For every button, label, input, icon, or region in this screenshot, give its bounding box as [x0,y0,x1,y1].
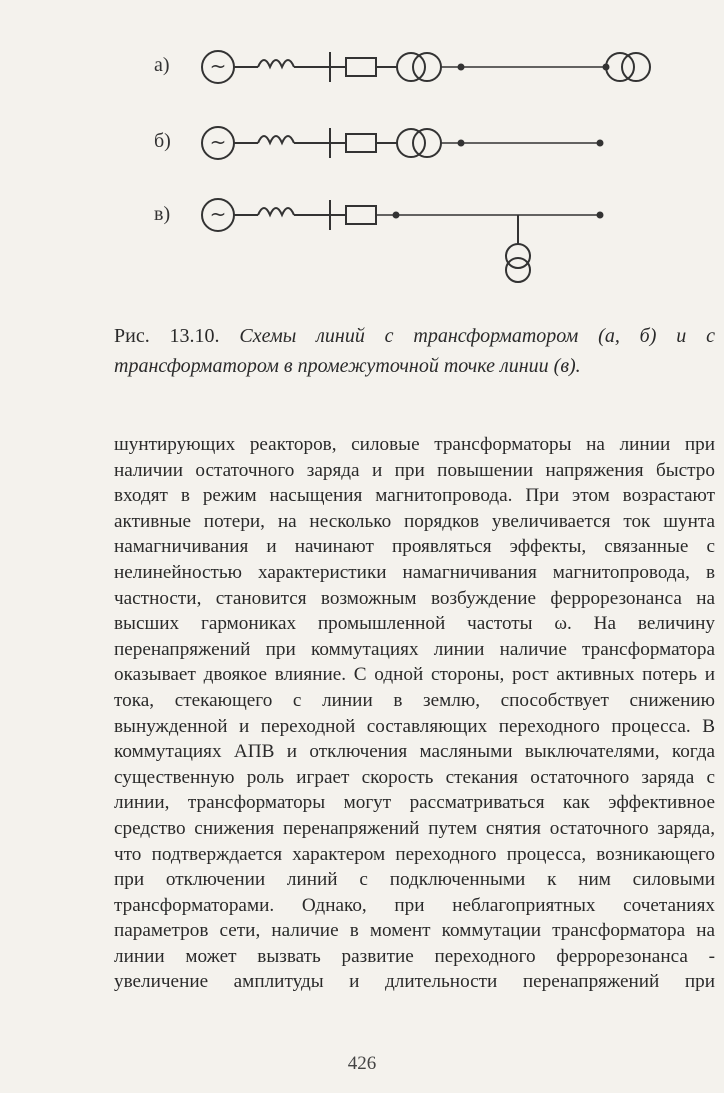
generator-symbol: ~ [209,130,227,154]
breaker-icon [346,134,376,152]
row-a-schematic [202,51,650,83]
transformer-icon [397,53,425,81]
reactor-coil-icon [258,208,294,215]
row-c-schematic [202,199,603,282]
label-a: а) [154,54,170,76]
end-transformer-icon [606,53,634,81]
text-line: высших гармониках промышленной частоты ω. На величину [114,613,715,635]
text-line: тока, стекающего с линии в землю, способствует снижению [114,689,715,711]
reactor-coil-icon [258,136,294,143]
text-line: линии, трансформаторы могут рассматриваться как эффективное [114,792,715,814]
body-text [114,432,715,995]
tap-transformer-icon [506,244,530,268]
text-line: параметров сети, наличие в момент коммутации трансформатора на [114,920,715,942]
caption-text: Схемы линий с трансформатором (а, б) и с трансформатором в промежуточной точке линии (в). [114,325,715,377]
text-line: существенную роль играет скорость стекания остаточного заряда с [114,766,715,788]
text-line: активные потери, на несколько порядков увеличивается ток шунта [114,510,715,532]
breaker-icon [346,58,376,76]
row-b-schematic [202,127,603,159]
text-line: увеличение амплитуды и длительности перенапряжений при [114,971,715,993]
generator-symbol: ~ [209,202,227,226]
text-line: шунтирующих реакторов, силовые трансформаторы на линии при [114,434,715,455]
text-line: средство снижения перенапряжений путем снятия остаточного заряда, [114,817,715,839]
text-line: нелинейностью характеристики намагничивания магнитопровода, в [114,561,715,583]
transformer-icon [397,129,425,157]
text-line: входят в режим насыщения магнитопровода. При этом возрастают [114,485,715,507]
text-line: вынужденной и переходной составляющих переходного процесса. В [114,715,715,737]
label-c: в) [154,203,171,225]
text-line: частности, становится возможным возбуждение феррорезонанса на [114,587,715,609]
circuit-figure [0,0,724,310]
text-line: что подтверждается характером переходного процесса, возникающего [114,843,715,865]
label-b: б) [154,130,171,152]
text-line: линии может вызвать развитие переходного феррорезонанса - [114,945,715,967]
text-line: коммутациях АПВ и отключения масляными выключателями, когда [114,741,715,763]
text-line: перенапряжений при коммутациях линии наличие трансформатора [114,638,715,660]
caption-prefix: Рис. 13.10. [114,325,220,347]
text-line: трансформаторами. Однако, при неблагоприятных сочетаниях [114,894,715,916]
figure-caption [114,321,715,381]
breaker-icon [346,206,376,224]
text-line: намагничивания и начинают проявляться эффекты, связанные с [114,536,715,558]
page-number: 426 [347,1053,377,1074]
circuit-diagram [0,0,724,310]
text-line: оказывает двоякое влияние. С одной стороны, рост активных потерь и [114,664,715,686]
generator-symbol: ~ [209,54,227,78]
text-line: при отключении линий с подключенными к ним силовыми [114,869,715,891]
text-line: наличии остаточного заряда и при повышении напряжения быстро [114,459,715,481]
reactor-coil-icon [258,60,294,67]
